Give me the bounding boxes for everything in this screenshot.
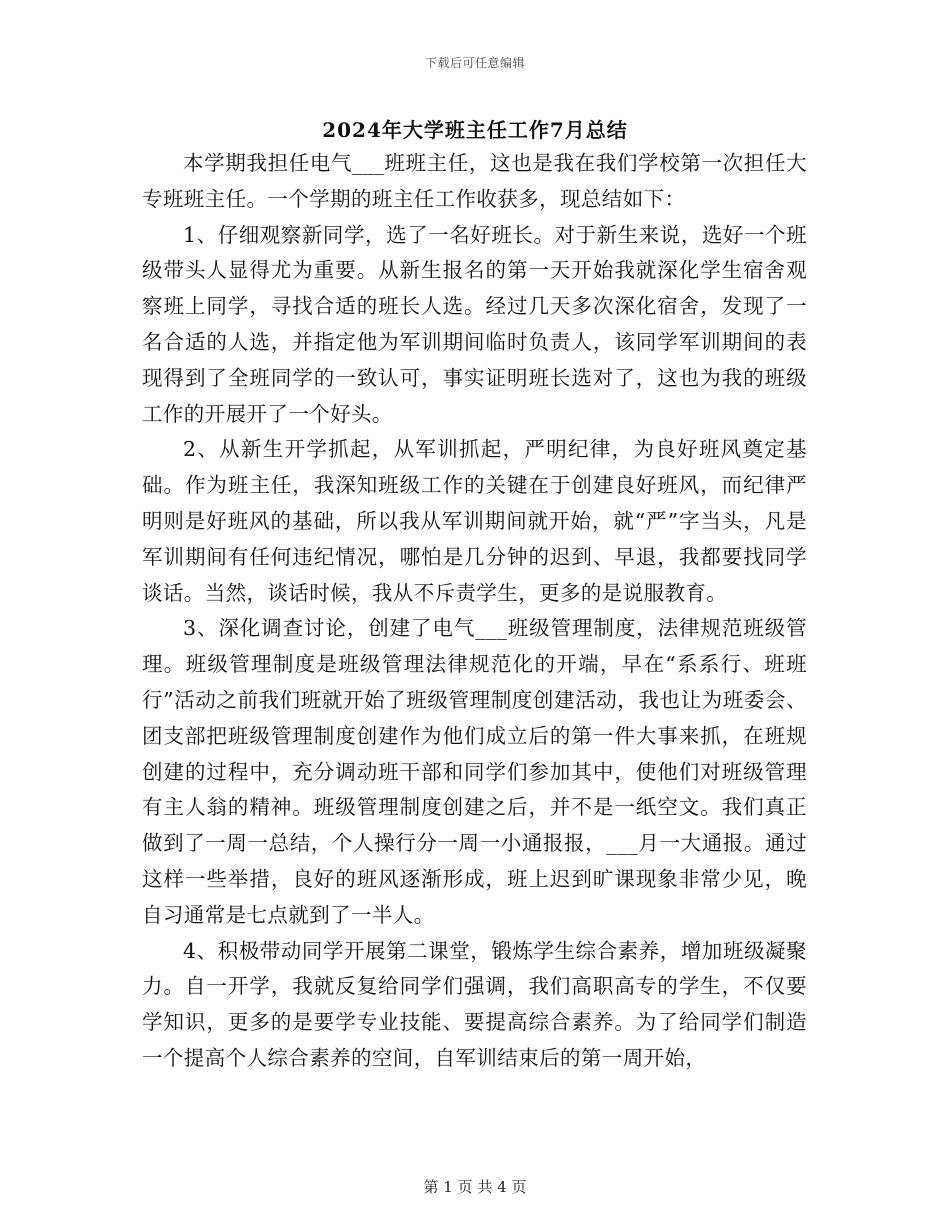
paragraph-2: 2、从新生开学抓起，从军训抓起，严明纪律，为良好班风奠定基础。作为班主任，我深知班级工作的关键在于创建良好班风，而纪律严明则是好班风的基础，所以我从军训期间就开始，就“严”字当头，凡是军训期间有任何违纪情况，哪怕是几分钟的迟到、早退，我都要找同学谈话。当然，谈话时候，我从不斥责学生，更多的是说服教育。 xyxy=(142,437,807,605)
document-title: 2024年大学班主任工作7月总结 xyxy=(322,118,628,142)
document-body xyxy=(142,146,807,1077)
paragraph-3: 3、深化调查讨论，创建了电气___班级管理制度，法律规范班级管理。班级管理制度是班级管理法律规范化的开端，早在“系系行、班班行”活动之前我们班就开始了班级管理制度创建活动，我也让为班委会、团支部把班级管理制度创建作为他们成立后的第一件大事来抓，在班规创建的过程中，充分调动班干部和同学们参加其中，使他们对班级管理有主人翁的精神。班级管理制度创建之后，并不是一纸空文。我们真正做到了一周一总结，个人操行分一周一小通报报，___月一大通报。通过这样一些举措，良好的班风逐渐形成，班上迟到旷课现象非常少见，晚自习通常是七点就到了一半人。 xyxy=(142,616,807,927)
paragraph-4: 4、积极带动同学开展第二课堂，锻炼学生综合素养，增加班级凝聚力。自一开学，我就反复给同学们强调，我们高职高专的学生，不仅要学知识，更多的是要学专业技能、要提高综合素养。为了给同学们制造一个提高个人综合素养的空间，自军训结束后的第一周开始， xyxy=(142,938,807,1070)
intro-paragraph: 本学期我担任电气___班班主任，这也是我在我们学校第一次担任大专班班主任。一个学期的班主任工作收获多，现总结如下： xyxy=(142,151,807,211)
paragraph-1: 1、仔细观察新同学，选了一名好班长。对于新生来说，选好一个班级带头人显得尤为重要。从新生报名的第一天开始我就深化学生宿舍观察班上同学，寻找合适的班长人选。经过几天多次深化宿舍，发现了一名合适的人选，并指定他为军训期间临时负责人，该同学军训期间的表现得到了全班同学的一致认可，事实证明班长选对了，这也为我的班级工作的开展开了一个好头。 xyxy=(142,222,807,426)
header-note: 下载后可任意编辑 xyxy=(424,56,525,70)
page-number: 第 1 页 共 4 页 xyxy=(423,1178,527,1196)
